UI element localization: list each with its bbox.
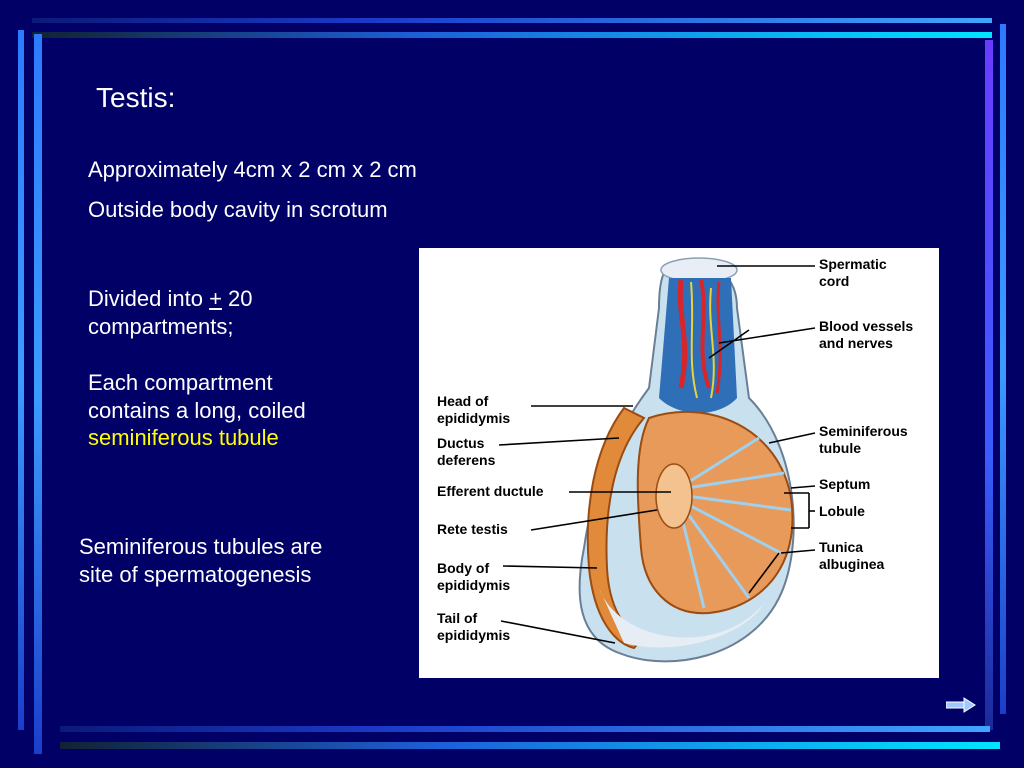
top-frame-bar-inner [32,32,992,38]
label-head-epididymis-2: epididymis [437,410,511,426]
spermatogenesis-text [79,533,322,588]
top-frame-bar [32,18,992,23]
label-blood-vessels-2: and nerves [819,335,893,351]
label-spermatic-cord-2: cord [819,273,850,289]
right-frame-bar [985,40,993,730]
plus-minus-symbol: + [209,286,222,311]
slide-title: Testis: [96,82,176,113]
label-ductus-deferens-2: deferens [437,452,496,468]
rete-testis-shape [656,464,692,528]
label-tail-epididymis-2: epididymis [437,627,511,643]
label-tunica-albuginea-1: Tunica [819,539,864,555]
left-frame-bar-inner [34,34,42,754]
label-blood-vessels-1: Blood vessels [819,318,914,334]
bottom-frame-bar [60,726,990,732]
spermatogenesis-line2: site of spermatogenesis [79,561,312,587]
label-tunica-albuginea-2: albuginea [819,556,885,572]
testis-diagram [419,248,939,678]
label-head-epididymis-1: Head of [437,393,489,409]
right-arrow-icon [946,697,976,713]
divided-line2: compartments; [88,313,234,339]
next-slide-button[interactable] [946,697,976,713]
location-text: Outside body cavity in scrotum [88,197,388,222]
compartment-line1: Each compartment [88,370,273,395]
divided-prefix: Divided into [88,286,210,311]
label-seminiferous-tubule-1: Seminiferous [819,423,908,439]
seminiferous-highlight: seminiferous tubule [88,425,279,450]
label-septum: Septum [819,476,871,492]
divided-suffix: 20 [221,286,253,311]
label-body-epididymis-1: Body of [437,560,490,576]
label-body-epididymis-2: epididymis [437,577,511,593]
bottom-frame-bar-inner [60,742,1000,749]
left-frame-bar [18,30,24,730]
divided-text [88,285,253,340]
label-lobule: Lobule [819,503,865,519]
label-tail-epididymis-1: Tail of [437,610,478,626]
spermatogenesis-line1: Seminiferous tubules are [79,534,323,559]
label-efferent-ductule: Efferent ductule [437,483,544,499]
size-text: Approximately 4cm x 2 cm x 2 cm [88,157,417,182]
right-frame-bar-outer [1000,24,1006,714]
vessel-region [659,278,737,413]
label-spermatic-cord-1: Spermatic [819,256,887,272]
compartment-text [88,369,306,452]
testis-illustration [419,248,939,678]
label-seminiferous-tubule-2: tubule [819,440,861,456]
compartment-line2: contains a long, coiled [88,397,306,423]
label-ductus-deferens-1: Ductus [437,435,485,451]
label-rete-testis: Rete testis [437,521,508,537]
